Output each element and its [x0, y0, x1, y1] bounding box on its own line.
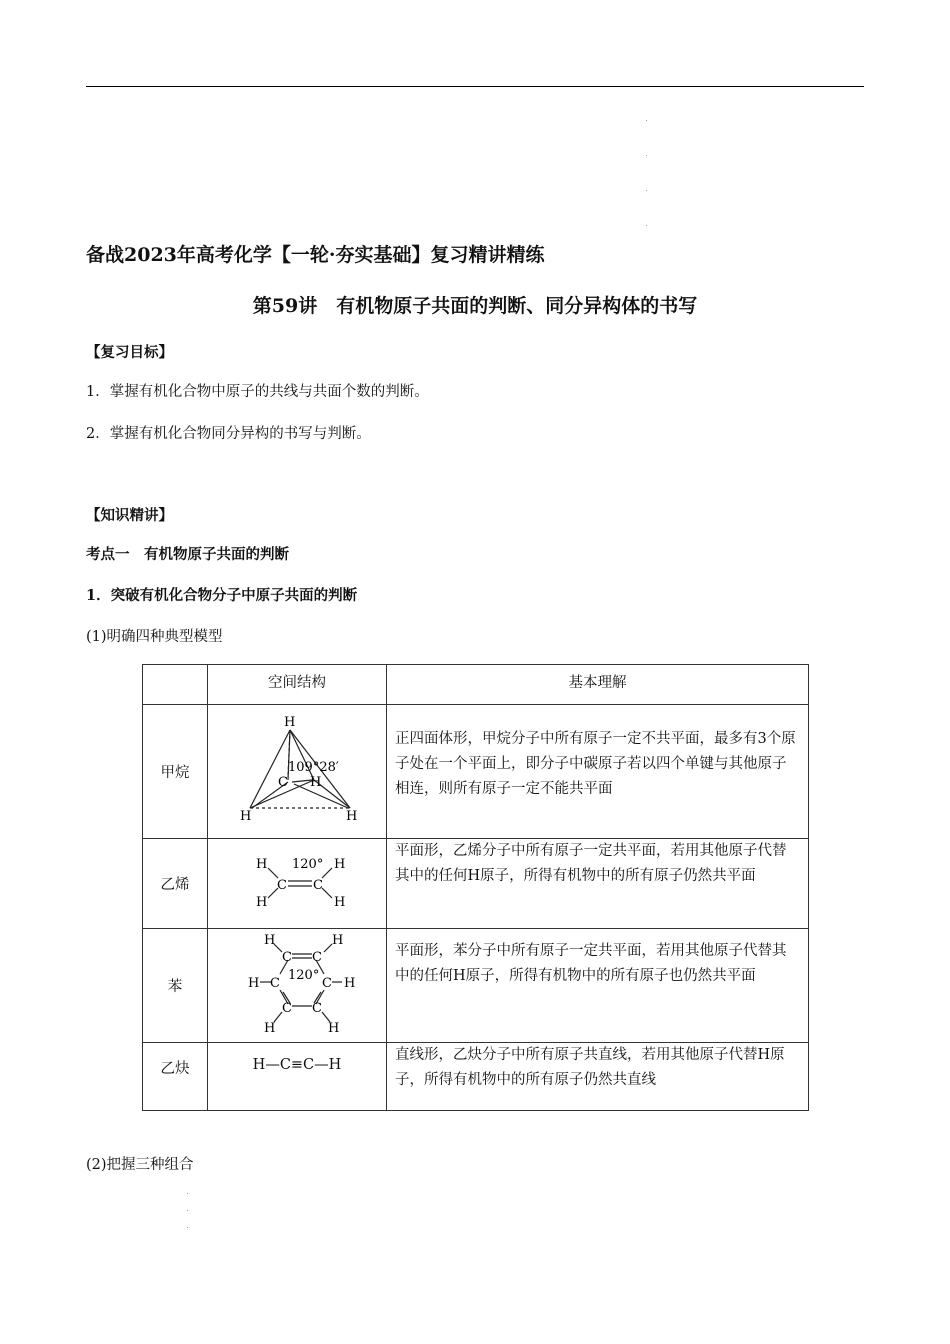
methane-diagram: [212, 710, 382, 830]
review-item-1: 1．掌握有机化合物中原子的共线与共面个数的判断。: [86, 384, 429, 400]
ethylene-structure: [208, 839, 387, 929]
part-2-label: (2)把握三种组合: [86, 1157, 194, 1173]
atom-h-label: H: [240, 808, 252, 824]
atom-c-label: C: [282, 1000, 292, 1016]
bond-angle-label: 120°: [292, 856, 324, 872]
atom-h-label: H: [332, 932, 344, 948]
lecture-title: 第59讲 有机物原子共面的判断、同分异构体的书写: [252, 295, 698, 317]
table-row: [143, 1043, 809, 1111]
atom-h-label: H: [248, 975, 260, 991]
header-cell-empty: [143, 665, 208, 705]
atom-c-label: C: [322, 975, 332, 991]
part-1-label: (1)明确四种典型模型: [86, 629, 223, 645]
molecule-name: 苯: [143, 929, 208, 1043]
atom-h-label: H: [264, 932, 276, 948]
atom-h-label: H: [256, 894, 268, 910]
acetylene-formula: H—C≡C—H: [208, 1043, 387, 1111]
margin-dot: [187, 1193, 188, 1194]
atom-c-label: C: [278, 774, 288, 790]
margin-dot: [646, 155, 647, 156]
review-heading: 【复习目标】: [86, 344, 173, 361]
margin-dot: [646, 190, 647, 191]
atom-c-label: C: [312, 1000, 322, 1016]
review-item-2: 2．掌握有机化合物同分异构的书写与判断。: [86, 426, 371, 442]
molecule-name: 乙烯: [143, 839, 208, 929]
atom-c-label: C: [313, 877, 323, 893]
bond-angle-label: 120°: [288, 967, 320, 983]
table-row: [143, 929, 809, 1043]
bond-angle-label: 109°28′: [288, 759, 339, 775]
atom-h-label: H: [310, 774, 322, 790]
atom-c-label: C: [270, 975, 280, 991]
molecule-description: 平面形，乙烯分子中所有原子一定共平面，若用其他原子代替其中的任何H原子，所得有机物中的所有原子仍然共平面: [387, 839, 809, 929]
header-cell-structure: 空间结构: [208, 665, 387, 705]
table-row: [143, 839, 809, 929]
atom-c-label: C: [282, 949, 292, 965]
ethylene-diagram: [212, 842, 382, 922]
document-title: 备战2023年高考化学【一轮·夯实基础】复习精讲精练: [86, 244, 545, 266]
molecule-description: 正四面体形，甲烷分子中所有原子一定不共平面，最多有3个原子处在一个平面上，即分子中碳原子若以四个单键与其他原子相连，则所有原子一定不能共平面: [387, 705, 809, 839]
molecule-name: 乙炔: [143, 1043, 208, 1111]
margin-dot: [646, 120, 647, 121]
atom-h-label: H: [328, 1020, 340, 1036]
molecule-description: 直线形，乙炔分子中所有原子共直线，若用其他原子代替H原子，所得有机物中的所有原子仍然共直线: [387, 1043, 809, 1111]
margin-dot: [187, 1227, 188, 1228]
margin-dot: [646, 225, 647, 226]
section-point-1: 考点一 有机物原子共面的判断: [86, 546, 289, 563]
atom-c-label: C: [312, 949, 322, 965]
atom-h-label: H: [346, 808, 358, 824]
atom-h-label: H: [334, 894, 346, 910]
methane-structure: [208, 705, 387, 839]
table-row: [143, 705, 809, 839]
atom-c-label: C: [277, 877, 287, 893]
atom-h-label: H: [334, 856, 346, 872]
margin-dot: [187, 1210, 188, 1211]
atom-h-label: H: [284, 714, 296, 730]
header-cell-understanding: 基本理解: [387, 665, 809, 705]
subsection-1: 1．突破有机化合物分子中原子共面的判断: [86, 587, 358, 604]
atom-h-label: H: [344, 975, 356, 991]
benzene-diagram: [212, 932, 382, 1036]
benzene-structure: [208, 929, 387, 1043]
model-table: [142, 664, 809, 1111]
atom-h-label: H: [256, 856, 268, 872]
molecule-name: 甲烷: [143, 705, 208, 839]
molecule-description: 平面形，苯分子中所有原子一定共平面，若用其他原子代替其中的任何H原子，所得有机物中的所有原子也仍然共平面: [387, 929, 809, 1043]
atom-h-label: H: [264, 1020, 276, 1036]
header-rule: [86, 86, 864, 87]
knowledge-heading: 【知识精讲】: [86, 507, 173, 524]
